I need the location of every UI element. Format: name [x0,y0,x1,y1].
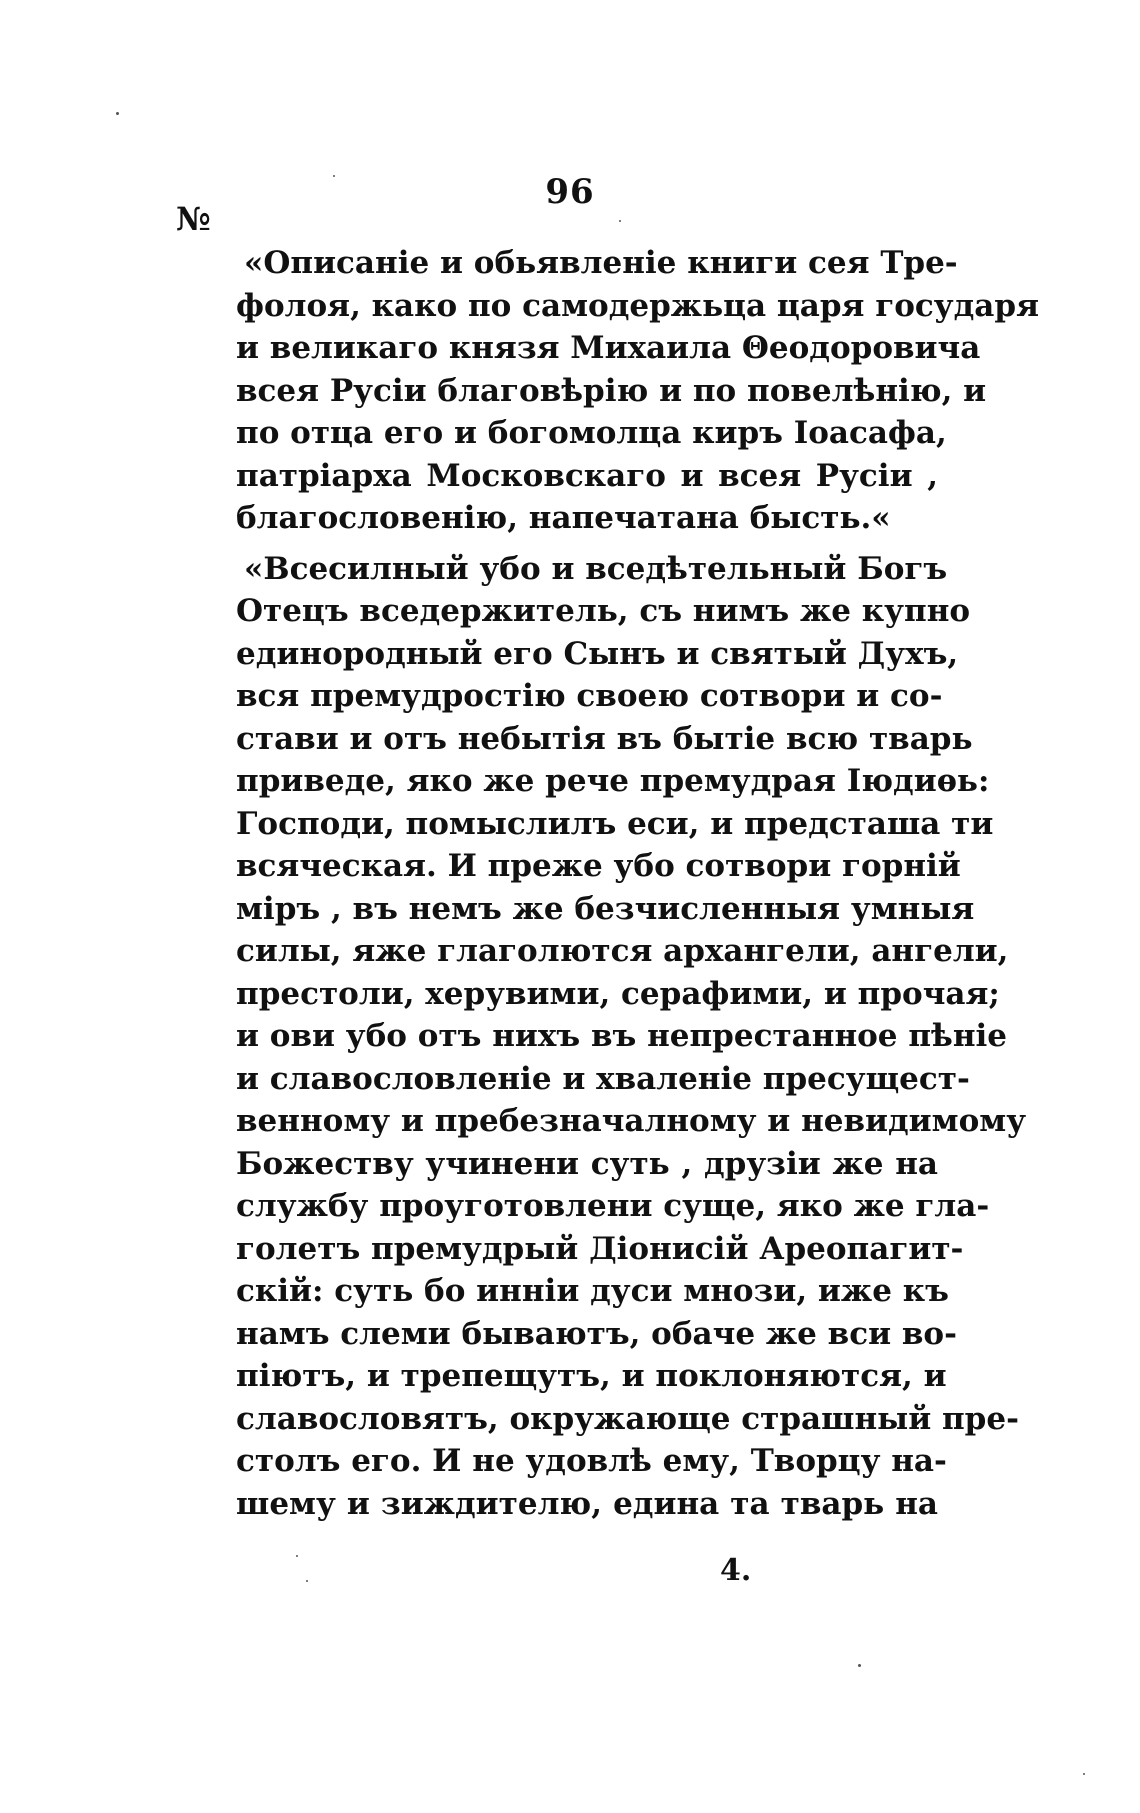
text-line: службу проуготовлени суще, яко же гла- [236,1188,990,1224]
paragraph-2 [236,548,1027,1526]
paragraph-gap [236,540,938,548]
text-line: венному и пребезначалному и невидимому [236,1103,1027,1139]
text-line: по отца его и богомолца киръ Іоасафа, [236,415,947,451]
scan-speck [296,1555,298,1557]
text-line: скій: суть бо инніи дуси мнози, иже къ [236,1273,949,1309]
text-line: и ови убо отъ нихъ въ непрестанное пѣніе [236,1018,1008,1054]
text-line: благословенію, напечатана бысть.« [236,500,891,536]
text-line: «Всесилный убо и вседѣтельный Богъ [244,550,948,587]
text-line: вся премудростію своею сотвори и со- [236,678,943,714]
text-line: силы, яже глаголются архангели, ангели, [236,933,1009,969]
text-line: шему и зиждителю, едина та тварь на [236,1485,938,1522]
text-line: и славословленіе и хваленіе пресущест- [236,1060,970,1097]
text-line: міръ , въ немъ же безчисленныя умныя [236,890,975,927]
text-line: столъ его. И не удовлѣ ему, Творцу на- [236,1443,947,1479]
page-number: 96 [545,172,595,212]
text-line: фолоя, како по самодержьца царя государя [236,287,1039,324]
scan-speck [1083,1773,1085,1775]
text-block [236,242,1039,1525]
text-line: славословятъ, окружающе страшный пре- [236,1400,1019,1437]
text-line: намъ слеми бываютъ, обаче же вси во- [236,1315,957,1352]
text-line: всея Русіи благовѣрію и по повелѣнію, и [236,372,987,409]
text-line: единородный его Сынъ и святый Духъ, [236,635,959,672]
scan-speck [858,1664,861,1667]
text-line: и великаго князя Михаила Θеодоровича [236,330,981,366]
text-line: Отецъ вседержитель, съ нимъ же купно [236,593,971,629]
signature-mark: 4. [720,1553,752,1588]
scan-speck [116,112,119,115]
text-line: «Описаніе и обьявленіе книги сея Тре- [244,245,958,281]
text-line: піютъ, и трепещутъ, и поклоняются, и [236,1358,947,1394]
paragraph-1 [236,242,1039,540]
text-line: Божеству учинени суть , друзіи же на [236,1145,938,1182]
text-line: приведе, яко же рече премудрая Іюдиѳь: [236,763,990,799]
text-line: всяческая. И преже убо сотвори горній [236,848,961,884]
text-line: престоли, херувими, серафими, и прочая; [236,975,1000,1012]
scan-speck [333,175,335,177]
scan-speck [306,1580,308,1582]
number-sign: № [176,200,211,238]
text-line: голетъ премудрый Діонисій Ареопагит- [236,1230,964,1267]
text-line: стави и отъ небытія въ бытіе всю тварь [236,720,973,757]
text-line: патріарха Московскаго и всея Русіи , [236,457,938,494]
scan-speck [619,220,621,222]
text-line: Господи, помыслилъ еси, и предсташа ти [236,805,994,842]
